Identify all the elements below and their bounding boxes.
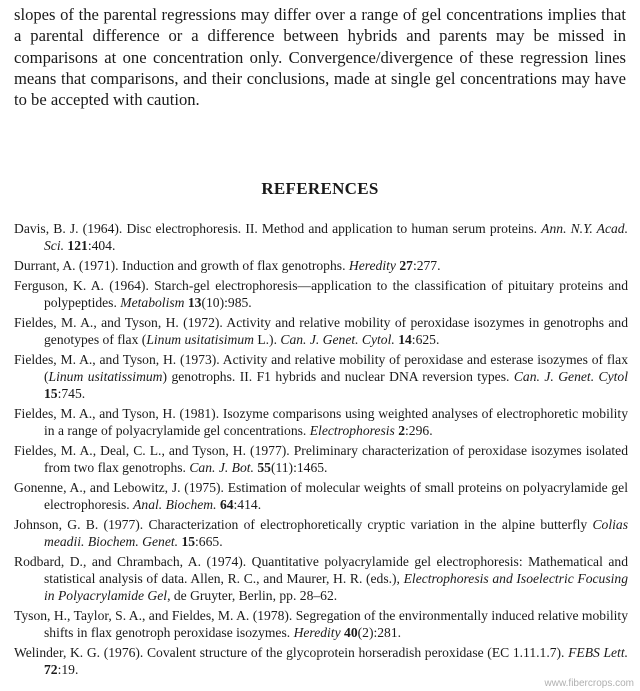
reference-entry bbox=[14, 442, 628, 476]
reference-authors: Davis, B. J. (1964). Disc electrophoresis. II. Method and application to human serum proteins. bbox=[14, 221, 538, 236]
reference-pages: :19. bbox=[57, 662, 79, 678]
reference-pages: :665. bbox=[195, 534, 223, 550]
reference-journal: Electrophoresis bbox=[309, 423, 395, 439]
body-paragraph: slopes of the parental regressions may differ over a range of gel concentrations implies that a parental difference or a difference between hybrids and parents may be missed in comparisons at one concentration only. Convergence/divergence of these regression lines means that comparisons, and their conclusions, made at single gel concentrations may have to be accepted with caution. bbox=[14, 5, 626, 110]
reference-species: Linum usitatisimum bbox=[146, 332, 254, 347]
reference-volume: 64 bbox=[219, 497, 234, 513]
reference-pages: :404. bbox=[87, 238, 116, 254]
reference-volume: 2 bbox=[398, 423, 406, 439]
reference-pages: (11):1465. bbox=[270, 460, 328, 476]
reference-journal: Metabolism bbox=[120, 295, 185, 310]
reference-pages: :277. bbox=[412, 258, 441, 273]
reference-entry bbox=[14, 516, 628, 550]
reference-authors: Fieldes, M. A., and Tyson, H. (1972). Activity and relative mobility of peroxidase isozymes in genotrophs and genotypes of flax ( bbox=[14, 314, 628, 347]
reference-authors: Fieldes, M. A., Deal, C. L., and Tyson, H. (1977). Preliminary characterization of peroxidase isozymes isolated from two flax genotrophs. bbox=[14, 443, 628, 476]
reference-volume: 14 bbox=[398, 332, 412, 347]
reference-entry bbox=[14, 479, 628, 513]
reference-entry bbox=[14, 644, 628, 678]
reference-entry bbox=[14, 277, 628, 311]
reference-authors-cont: ) genotrophs. II. F1 hybrids and nuclear DNA reversion types. bbox=[162, 369, 510, 384]
reference-entry bbox=[14, 405, 628, 439]
watermark: www.fibercrops.com bbox=[544, 678, 634, 689]
reference-journal: Electrophoresis and Isoelectric Focusing in Polyacrylamide Gel bbox=[44, 571, 628, 604]
reference-journal: Biochem. Genet. bbox=[87, 534, 179, 550]
reference-journal: Heredity bbox=[348, 258, 396, 273]
reference-authors-cont: L.). bbox=[253, 332, 277, 347]
reference-volume: 15 bbox=[181, 534, 196, 550]
reference-authors: Fieldes, M. A., and Tyson, H. (1973). Activity and relative mobility of peroxidase and esterase isozymes of flax ( bbox=[14, 351, 628, 384]
reference-journal: Can. J. Genet. Cytol bbox=[513, 369, 628, 384]
reference-pages: :296. bbox=[405, 423, 433, 439]
reference-volume: 13 bbox=[187, 295, 202, 310]
reference-authors: Tyson, H., Taylor, S. A., and Fieldes, M. A. (1978). Segregation of the environmentally induced relative mobility shifts in flax genotroph peroxidase isozymes. bbox=[14, 608, 628, 641]
reference-authors: Johnson, G. B. (1977). Characterization of electrophoretically cryptic variation in the alpine butterfly bbox=[14, 517, 588, 532]
reference-journal: Anal. Biochem. bbox=[133, 497, 217, 513]
reference-volume: 55 bbox=[257, 460, 271, 476]
reference-authors: Durrant, A. (1971). Induction and growth of flax genotrophs. bbox=[14, 258, 346, 273]
reference-pages: :414. bbox=[233, 497, 262, 513]
reference-entry bbox=[14, 220, 628, 254]
reference-journal: FEBS Lett. bbox=[568, 645, 629, 661]
reference-pages: :745. bbox=[57, 386, 86, 402]
reference-journal: Can. J. Bot. bbox=[189, 460, 254, 476]
reference-entry bbox=[14, 351, 628, 403]
reference-authors: Fieldes, M. A., and Tyson, H. (1981). Isozyme comparisons using weighted analyses of electrophoretic mobility in a range of polyacrylamide gel concentrations. bbox=[14, 406, 628, 439]
reference-volume: 40 bbox=[344, 625, 358, 641]
reference-pages: :625. bbox=[411, 332, 440, 347]
reference-species: Colias meadii. bbox=[44, 517, 628, 550]
reference-pages: (10):985. bbox=[201, 295, 252, 310]
references-heading: REFERENCES bbox=[261, 179, 379, 198]
reference-journal: Heredity bbox=[293, 625, 341, 641]
reference-authors: Welinder, K. G. (1976). Covalent structure of the glycoprotein horseradish peroxidase (EC 1.11.1.7). bbox=[14, 645, 565, 661]
reference-volume: 27 bbox=[399, 258, 413, 273]
reference-entry bbox=[14, 314, 628, 348]
reference-authors: Gonenne, A., and Lebowitz, J. (1975). Estimation of molecular weights of small proteins on polyacrylamide gel electrophoresis. bbox=[14, 480, 628, 513]
reference-journal: Ann. N.Y. Acad. Sci. bbox=[44, 221, 628, 254]
reference-entry bbox=[14, 553, 628, 605]
reference-journal: Can. J. Genet. Cytol. bbox=[280, 332, 395, 347]
reference-pages: (2):281. bbox=[357, 625, 402, 641]
reference-species: Linum usitatissimum bbox=[48, 369, 163, 384]
reference-entry bbox=[14, 607, 628, 641]
reference-entry bbox=[14, 257, 628, 274]
reference-authors: Ferguson, K. A. (1964). Starch-gel electrophoresis—application to the classification of pituitary proteins and polypeptides. bbox=[14, 277, 628, 310]
reference-volume: 72 bbox=[44, 662, 58, 678]
reference-pages: , de Gruyter, Berlin, pp. 28–62. bbox=[167, 588, 338, 604]
reference-volume: 121 bbox=[67, 238, 88, 254]
reference-volume: 15 bbox=[44, 386, 58, 402]
reference-list bbox=[14, 220, 628, 681]
reference-authors: Rodbard, D., and Chrambach, A. (1974). Quantitative polyacrylamide gel electrophoresis: Mathematical and statistical analysis of data. Allen, R. C., and Maurer, H. R. (eds.), bbox=[14, 554, 628, 587]
